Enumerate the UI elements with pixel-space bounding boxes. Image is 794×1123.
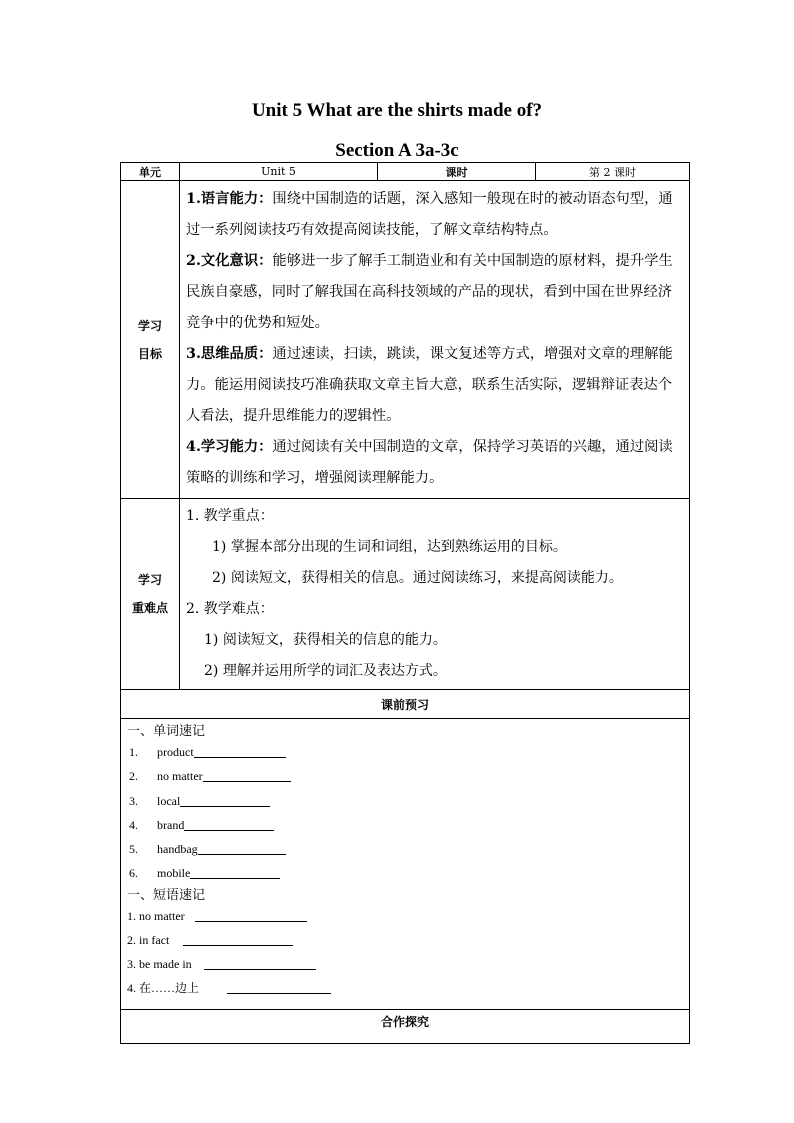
focus-item: 2) 阅读短文，获得相关的信息。通过阅读练习，来提高阅读能力。 <box>212 570 623 586</box>
difficulty-title: 2. 教学难点： <box>186 601 274 617</box>
focus-item: 1) 掌握本部分出现的生词和词组，达到熟练运用的目标。 <box>212 539 567 555</box>
phrase-item: 1. no matter <box>127 905 683 929</box>
phrase-item: 4. 在……边上 <box>127 977 683 1001</box>
answer-blank[interactable] <box>204 955 316 970</box>
unit-value: Unit 5 <box>180 163 378 181</box>
answer-blank[interactable] <box>183 931 293 946</box>
word-item: 3. local <box>127 790 683 814</box>
cooperation-header-row <box>121 1009 690 1043</box>
cooperation-section-title: 合作探究 <box>121 1009 690 1043</box>
answer-blank[interactable] <box>190 864 280 879</box>
period-value: 第 2 课时 <box>536 163 690 181</box>
phrase-item: 2. in fact <box>127 929 683 953</box>
word-item: 5. handbag <box>127 838 683 862</box>
difficulty-item: 1) 阅读短文，获得相关的信息的能力。 <box>204 632 447 648</box>
goals-row <box>121 181 690 499</box>
keypoints-content <box>180 499 690 690</box>
preview-section-title: 课前预习 <box>121 690 690 719</box>
goal-item: 1.语言能力：围绕中国制造的话题，深入感知一般现在时的被动语态句型，通过一系列阅读技巧有效提高阅读技能，了解文章结构特点。 <box>186 191 673 238</box>
preview-content <box>121 719 690 1010</box>
header-row <box>121 163 690 181</box>
word-item: 6. mobile <box>127 862 683 886</box>
phrases-title: 一、短语速记 <box>127 887 206 903</box>
phrase-item: 3. be made in <box>127 953 683 977</box>
goal-item: 4.学习能力：通过阅读有关中国制造的文章，保持学习英语的兴趣，通过阅读策略的训练和学习，增强阅读理解能力。 <box>186 439 673 486</box>
keypoints-label: 学习 重难点 <box>121 499 180 690</box>
lesson-plan-table <box>120 162 690 1044</box>
difficulty-item: 2) 理解并运用所学的词汇及表达方式。 <box>204 663 447 679</box>
goals-label: 学习 目标 <box>121 181 180 499</box>
unit-label: 单元 <box>121 163 180 181</box>
answer-blank[interactable] <box>184 816 274 831</box>
keypoints-row <box>121 499 690 690</box>
focus-title: 1. 教学重点： <box>186 508 274 524</box>
answer-blank[interactable] <box>203 767 291 782</box>
answer-blank[interactable] <box>195 907 307 922</box>
goal-item: 2.文化意识：能够进一步了解手工制造业和有关中国制造的原材料，提升学生民族自豪感，同时了解我国在高科技领域的产品的现状，看到中国在世界经济竞争中的优势和短处。 <box>186 253 673 331</box>
word-item: 1. product <box>127 741 683 765</box>
answer-blank[interactable] <box>227 979 331 994</box>
goal-item: 3.思维品质：通过速读，扫读，跳读，课文复述等方式，增强对文章的理解能力。能运用阅读技巧准确获取文章主旨大意，联系生活实际，逻辑辩证表达个人看法，提升思维能力的逻辑性。 <box>186 346 673 424</box>
goals-content <box>180 181 690 499</box>
word-item: 4. brand <box>127 814 683 838</box>
preview-header-row <box>121 690 690 719</box>
document-title: Unit 5 What are the shirts made of? <box>251 100 543 121</box>
word-item: 2. no matter <box>127 765 683 789</box>
section-subtitle: Section A 3a-3c <box>335 140 459 161</box>
period-label: 课时 <box>378 163 536 181</box>
words-title: 一、单词速记 <box>127 724 206 739</box>
answer-blank[interactable] <box>194 743 286 758</box>
answer-blank[interactable] <box>198 840 286 855</box>
answer-blank[interactable] <box>180 792 270 807</box>
preview-row <box>121 719 690 1010</box>
